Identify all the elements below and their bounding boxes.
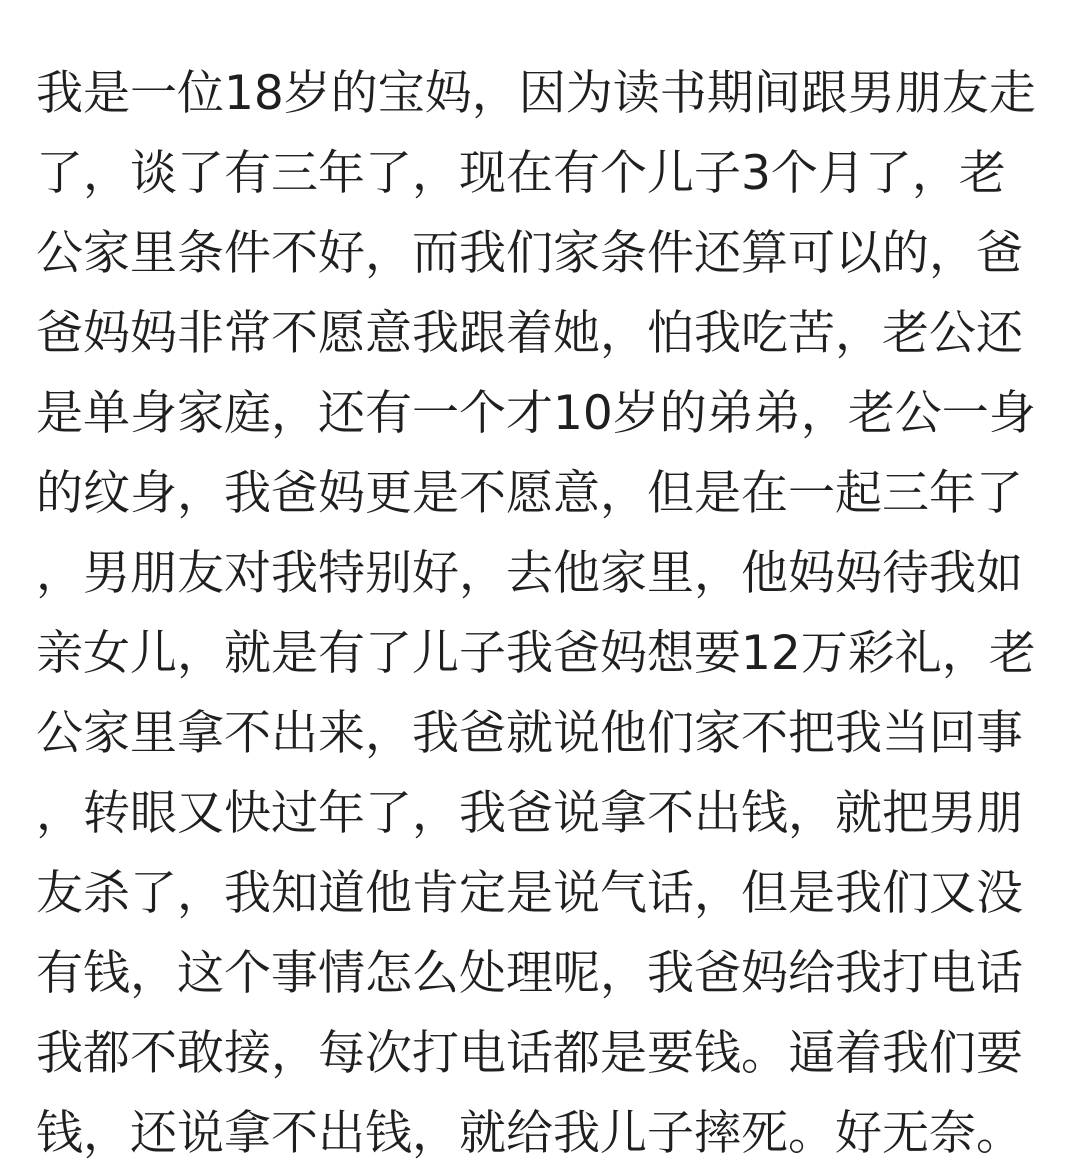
post-body	[36, 54, 1056, 1174]
post-line: 我是一位18岁的宝妈，因为读书期间跟男朋友走	[36, 66, 1036, 121]
post-line: 亲女儿，就是有了儿子我爸妈想要12万彩礼，老	[36, 626, 1036, 681]
post-line: 有钱，这个事情怎么处理呢，我爸妈给我打电话	[36, 946, 1023, 1001]
post-line: ，转眼又快过年了，我爸说拿不出钱，就把男朋	[36, 786, 1023, 841]
post-line: 我都不敢接，每次打电话都是要钱。逼着我们要	[36, 1026, 1023, 1081]
post-line: 爸妈妈非常不愿意我跟着她，怕我吃苦，老公还	[36, 306, 1023, 361]
post-line: 了，谈了有三年了，现在有个儿子3个月了，老	[36, 146, 1006, 201]
post-line: 钱，还说拿不出钱，就给我儿子摔死。好无奈。	[36, 1106, 1023, 1161]
post-line: 是单身家庭，还有一个才10岁的弟弟，老公一身	[36, 386, 1036, 441]
post-line: 公家里条件不好，而我们家条件还算可以的，爸	[36, 226, 1023, 281]
post-line: 友杀了，我知道他肯定是说气话，但是我们又没	[36, 866, 1023, 921]
post-line: 的纹身，我爸妈更是不愿意，但是在一起三年了	[36, 466, 1023, 521]
post-line: ，男朋友对我特别好，去他家里，他妈妈待我如	[36, 546, 1023, 601]
post-line: 公家里拿不出来，我爸就说他们家不把我当回事	[36, 706, 1023, 761]
